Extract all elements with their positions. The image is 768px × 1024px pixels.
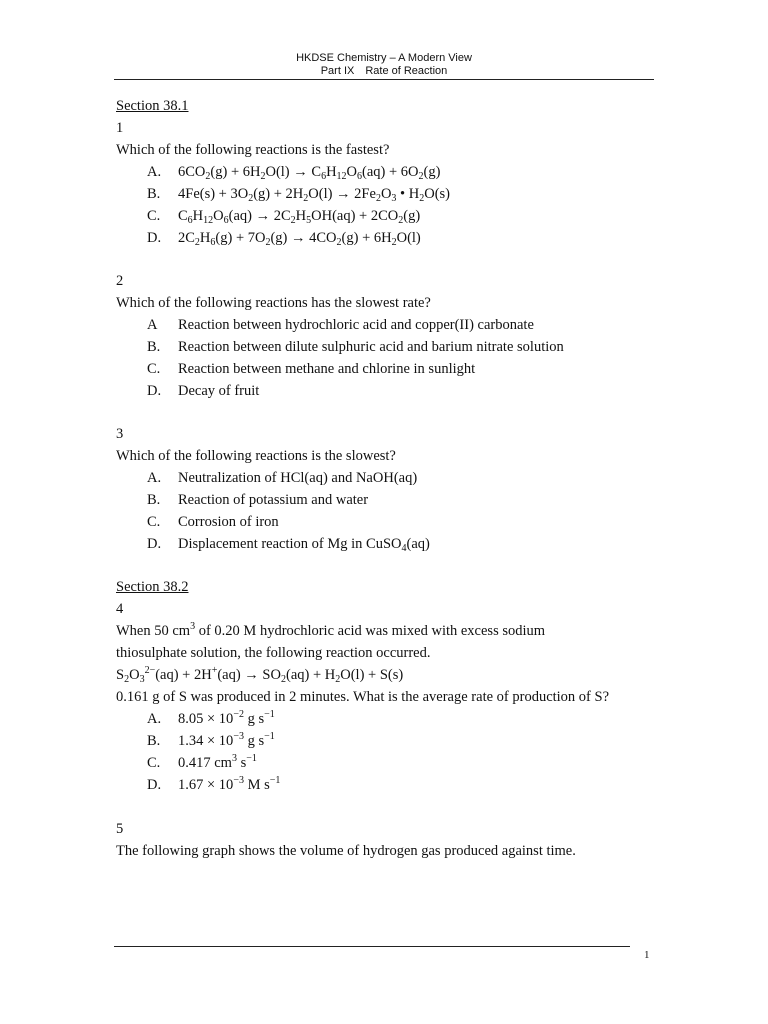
section-heading-38-2: Section 38.2 <box>116 579 189 595</box>
question-number-1: 1 <box>116 120 124 136</box>
question-number-4: 4 <box>116 601 124 617</box>
footer-rule <box>114 946 630 947</box>
q1-option-a <box>147 163 440 181</box>
q3-option-d <box>147 535 430 553</box>
option-label: A. <box>147 470 162 486</box>
q1-option-c <box>147 207 420 225</box>
option-text: $4Fe(s) + 3O_2(g) + 2H_2O(l) \to 2Fe_2O_3$ • $H_2O(s)$ <box>178 186 451 204</box>
option-text: Decay of fruit <box>178 383 260 399</box>
question-text-4-line1: When 50 $cm^3$ of 0.20 M hydrochloric acid was mixed with excess sodium <box>116 621 546 639</box>
option-text: $1.67 \times 10^{-3}$ M $s^{-1}$ <box>178 775 281 793</box>
q2-option-c <box>147 360 475 378</box>
option-text: Corrosion of iron <box>178 514 279 530</box>
option-label: B. <box>147 733 161 749</box>
option-label: A. <box>147 164 162 180</box>
q3-option-b <box>147 491 368 509</box>
header-title: HKDSE Chemistry – A Modern View <box>296 52 472 64</box>
q1-option-d <box>147 229 421 247</box>
option-text: Reaction between hydrochloric acid and copper(II) carbonate <box>178 317 534 333</box>
option-text: Displacement reaction of Mg in CuSO$_4$(aq) <box>178 536 430 554</box>
question-text-1: Which of the following reactions is the fastest? <box>116 142 390 158</box>
q4-option-c <box>147 754 257 772</box>
q3-option-c <box>147 513 279 531</box>
option-label: D. <box>147 777 162 793</box>
option-label: A. <box>147 711 162 727</box>
option-text: Reaction of potassium and water <box>178 492 369 508</box>
option-label: D. <box>147 230 162 246</box>
header-rule <box>114 79 654 80</box>
question-number-2: 2 <box>116 273 124 289</box>
question-number-3: 3 <box>116 426 124 442</box>
question-text-4-line2: thiosulphate solution, the following reaction occurred. <box>116 645 431 661</box>
question-number-5: 5 <box>116 821 124 837</box>
page-number: 1 <box>644 949 650 961</box>
option-label: B. <box>147 339 161 355</box>
question-text-4-line3: 0.161 g of S was produced in 2 minutes. What is the average rate of production of S? <box>116 689 610 705</box>
option-text: $1.34 \times 10^{-3}$ g $s^{-1}$ <box>178 731 275 749</box>
question-text-5: The following graph shows the volume of hydrogen gas produced against time. <box>116 843 576 859</box>
q2-option-d <box>147 382 259 400</box>
option-label: C. <box>147 208 161 224</box>
option-text: $8.05 \times 10^{-2}$ g $s^{-1}$ <box>178 709 275 727</box>
option-text: $2C_2H_6(g) + 7O_2(g) \to 4CO_2(g) + 6H_2O(l)$ <box>178 230 421 248</box>
q4-option-b <box>147 732 275 750</box>
question-4-equation: $S_2O_3^{2-}(aq) + 2H^+(aq) \to SO_2(aq) + H_2O(l) + S(s)$ <box>116 665 404 685</box>
q2-option-b <box>147 338 564 356</box>
question-text-3: Which of the following reactions is the slowest? <box>116 448 396 464</box>
q2-option-a <box>147 316 534 334</box>
question-text-2: Which of the following reactions has the slowest rate? <box>116 295 431 311</box>
option-label: A <box>147 317 158 333</box>
option-label: D. <box>147 383 162 399</box>
q3-option-a <box>147 469 417 487</box>
header-part: Part IX Rate of Reaction <box>320 65 448 77</box>
option-text: $6CO_2(g) + 6H_2O(l) \to C_6H_{12}O_6(aq) + 6O_2(g)$ <box>178 164 441 182</box>
q4-option-a <box>147 710 275 728</box>
option-label: B. <box>147 492 161 508</box>
option-text: 0.417 $cm^3$ $s^{-1}$ <box>178 753 257 771</box>
option-text: Neutralization of HCl(aq) and NaOH(aq) <box>178 470 418 486</box>
option-text: Reaction between methane and chlorine in sunlight <box>178 361 476 377</box>
option-label: B. <box>147 186 161 202</box>
option-label: C. <box>147 514 161 530</box>
q1-option-b <box>147 185 450 203</box>
option-label: C. <box>147 755 161 771</box>
option-label: C. <box>147 361 161 377</box>
option-text: Reaction between dilute sulphuric acid and barium nitrate solution <box>178 339 564 355</box>
section-heading-38-1: Section 38.1 <box>116 98 189 114</box>
option-label: D. <box>147 536 162 552</box>
option-text: $C_6H_{12}O_6(aq) \to 2C_2H_5OH(aq) + 2CO_2(g)$ <box>178 208 421 226</box>
q4-option-d <box>147 776 280 794</box>
